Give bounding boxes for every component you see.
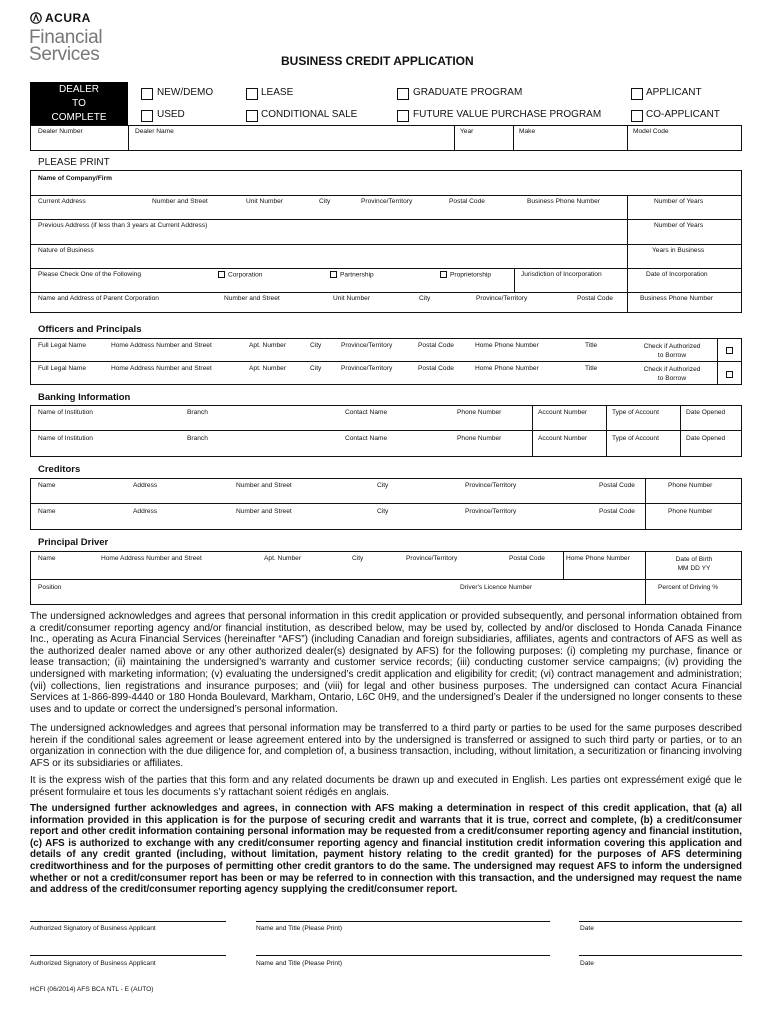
date-line-2[interactable] <box>579 955 742 956</box>
dealer-to-complete-box <box>30 82 128 125</box>
acura-logo-icon <box>30 12 42 24</box>
signatory-label-2: Authorized Signatory of Business Applicant <box>30 960 156 967</box>
co-applicant-label: CO-APPLICANT <box>646 109 720 120</box>
creditor1-name-field[interactable]: Name <box>38 482 56 489</box>
lease-label: LEASE <box>261 87 294 98</box>
officer2-name-field[interactable]: Full Legal Name <box>38 365 87 372</box>
bank2-branch-label: Branch <box>187 435 208 442</box>
officer2-title-label: Title <box>585 365 598 372</box>
new-demo-label: NEW/DEMO <box>157 87 214 98</box>
parent-city-label: City <box>419 295 431 302</box>
proprietorship-option[interactable] <box>440 271 491 278</box>
bank1-phone-label: Phone Number <box>457 409 502 416</box>
acura-logo <box>30 11 91 25</box>
creditor1-phone-field[interactable]: Phone Number <box>668 482 713 489</box>
current-address-label[interactable]: Current Address <box>38 198 86 205</box>
driver-licence-field[interactable]: Driver's Licence Number <box>460 584 532 591</box>
corporation-checkbox[interactable] <box>218 271 225 278</box>
number-of-years-field[interactable]: Number of Years <box>654 198 704 205</box>
corporation-option[interactable] <box>218 271 262 278</box>
model-code-field[interactable]: Model Code <box>633 128 669 135</box>
officer1-city-label: City <box>310 342 322 349</box>
creditor2-city-label: City <box>377 508 389 515</box>
date-label-2: Date <box>580 960 594 967</box>
officer2-province-label: Province/Territory <box>341 365 393 372</box>
name-title-line-1[interactable] <box>256 921 550 922</box>
parent-business-phone-field[interactable]: Business Phone Number <box>640 295 713 302</box>
wordmark-line1: Financial <box>29 27 103 48</box>
officer1-province-label: Province/Territory <box>341 342 393 349</box>
officer2-apt-label: Apt. Number <box>249 365 287 372</box>
date-line-1[interactable] <box>579 921 742 922</box>
jurisdiction-field[interactable]: Jurisdiction of Incorporation <box>521 271 602 278</box>
officer1-authorized-line2: to Borrow <box>657 352 687 359</box>
previous-address-field[interactable]: Previous Address (if less than 3 years at Current Address) <box>38 222 208 229</box>
province-label: Province/Territory <box>361 198 413 205</box>
bank1-account-type-field[interactable]: Type of Account <box>612 409 659 416</box>
officer2-phone-label: Home Phone Number <box>475 365 539 372</box>
co-applicant-checkbox[interactable] <box>631 110 643 122</box>
driver-position-field[interactable]: Position <box>38 584 62 591</box>
wordmark-line2: Services <box>29 44 100 65</box>
creditor2-name-field[interactable]: Name <box>38 508 56 515</box>
signature-line-2[interactable] <box>30 955 226 956</box>
postal-code-label: Postal Code <box>449 198 485 205</box>
driver-name-field[interactable]: Name <box>38 555 56 562</box>
business-phone-label: Business Phone Number <box>527 198 600 205</box>
officer1-title-label: Title <box>585 342 598 349</box>
driver-dob-field[interactable] <box>646 555 742 573</box>
creditor1-street-label: Number and Street <box>236 482 292 489</box>
officer2-authorized-line1: Check if Authorized <box>643 366 701 373</box>
dealer-box-line3: COMPLETE <box>51 112 107 123</box>
officer2-authorized-checkbox[interactable] <box>726 371 733 378</box>
signature-line-1[interactable] <box>30 921 226 922</box>
officer1-postal-label: Postal Code <box>418 342 454 349</box>
creditors-heading: Creditors <box>38 464 81 475</box>
used-label: USED <box>157 109 185 120</box>
year-field[interactable]: Year <box>460 128 474 135</box>
financial-services-wordmark <box>29 29 102 63</box>
creditor2-phone-field[interactable]: Phone Number <box>668 508 713 515</box>
creditor2-street-label: Number and Street <box>236 508 292 515</box>
bank2-account-number-field[interactable]: Account Number <box>538 435 588 442</box>
lease-checkbox[interactable] <box>246 88 258 100</box>
applicant-label: APPLICANT <box>646 87 702 98</box>
driver-city-label: City <box>352 555 364 562</box>
future-value-label: FUTURE VALUE PURCHASE PROGRAM <box>413 109 602 120</box>
parent-postal-label: Postal Code <box>577 295 613 302</box>
name-title-label-1: Name and Title (Please Print) <box>256 925 343 932</box>
officer1-phone-label: Home Phone Number <box>475 342 539 349</box>
parent-corporation-field[interactable]: Name and Address of Parent Corporation <box>38 295 159 302</box>
bank2-phone-label: Phone Number <box>457 435 502 442</box>
driver-apt-label: Apt. Number <box>264 555 302 562</box>
transfer-consent-paragraph: The undersigned acknowledges and agrees that personal information may be transferred to a third party or parties to be used for the same purposes described herein if the conditional sales agreement or lease agreement entered into by the undersigned is transferred or assigned to such third party or parties, or to an organization in connection with the due diligence for, and completion of, a business transaction, including, without limitation, a securitization or financing involving AFS or its subsidiaries or affiliates. <box>30 723 742 769</box>
make-field[interactable]: Make <box>519 128 536 135</box>
officer2-authorized-line2: to Borrow <box>657 375 687 382</box>
driver-postal-label: Postal Code <box>509 555 545 562</box>
please-print-label: PLEASE PRINT <box>38 157 110 168</box>
creditor1-postal-label: Postal Code <box>599 482 635 489</box>
parent-unit-number-label: Unit Number <box>333 295 371 302</box>
parent-province-label: Province/Territory <box>476 295 528 302</box>
form-title: BUSINESS CREDIT APPLICATION <box>281 54 474 68</box>
officer1-authorized-line1: Check if Authorized <box>643 343 701 350</box>
creditor2-address-label: Address <box>133 508 158 515</box>
credit-authorization-paragraph: The undersigned further acknowledges and agrees, in connection with AFS making a determination in respect of this credit application, that (a) all information provided in this application is for the purpose of securing credit and warrants that it is true, correct and complete, (b) a credit/consumer report and other credit information containing personal information may be requested from a credit/consumer reporting agency and financial institution, (c) AFS is authorized to exchange with any credit/consumer reporting agency and financial institution credit information covering this application and details of any credit granted (including, without limitation, payment history relating to the credit granted) for the purposes of AFS determining creditworthiness and for the purposes of permitting other credit grantors to do the same. The undersigned may request AFS to inform the undersigned whether or not a credit/consumer report has been or may be referred to in connection with this transaction, and the undersigned may request the name and address of the credit/consumer reporting agency supplying the credit/consumer report. <box>30 803 742 896</box>
banking-heading: Banking Information <box>38 392 131 403</box>
previous-years-field[interactable]: Number of Years <box>654 222 704 229</box>
check-one-label: Please Check One of the Following <box>38 271 141 278</box>
officer2-city-label: City <box>310 365 322 372</box>
partnership-option[interactable] <box>330 271 374 278</box>
graduate-program-label: GRADUATE PROGRAM <box>413 87 523 98</box>
proprietorship-checkbox[interactable] <box>440 271 447 278</box>
new-demo-checkbox[interactable] <box>141 88 153 100</box>
nature-of-business-field[interactable]: Nature of Business <box>38 247 94 254</box>
bank2-institution-field[interactable]: Name of Institution <box>38 435 93 442</box>
officer1-apt-label: Apt. Number <box>249 342 287 349</box>
used-checkbox[interactable] <box>141 110 153 122</box>
officer1-authorized-label <box>628 342 716 360</box>
privacy-consent-paragraph: The undersigned acknowledges and agrees that personal information in this credit application or provided subsequently, and personal information obtained from a credit/consumer reporting agency and/or financial institution, as described below, may be used by, collected by and/or disclosed to Honda Canada Finance Inc., operating as Acura Financial Services (hereinafter “AFS”) (including Canadian and foreign subsidiaries, affiliates, agents and contractors of AFS as well as the authorized dealer named above or any other authorized dealer(s) designated by AFS) for the following purposes: (i) completing my purchase, finance or lease transaction; (ii) maintaining the undersigned’s warranty and customer service records; (iii) conducting customer service campaigns; (iv) providing the undersigned with marketing information; (v) evaluating the undersigned’s credit application and eligibility for credit; (vi) contract management and administration; (vii) collections, lien registrations and insurance purposes; and (viii) for legal and other business purposes. The undersigned can contact Acura Financial Services at 1-866-899-4440 or 180 Honda Boulevard, Markham, Ontario, L6C 0H9, and the undersigned’s Dealer if the undersigned no longer consents to these uses and to update or correct the undersigned’s personal information. <box>30 611 742 715</box>
bank1-date-opened-field[interactable]: Date Opened <box>686 409 726 416</box>
partnership-checkbox[interactable] <box>330 271 337 278</box>
officer1-name-field[interactable]: Full Legal Name <box>38 342 87 349</box>
future-value-checkbox[interactable] <box>397 110 409 122</box>
dealer-box-line2: TO <box>72 98 86 109</box>
years-in-business-field[interactable]: Years in Business <box>652 247 705 254</box>
officer1-address-label: Home Address Number and Street <box>111 342 212 349</box>
bank2-account-type-field[interactable]: Type of Account <box>612 435 659 442</box>
bank1-contact-label: Contact Name <box>345 409 388 416</box>
partnership-label: Partnership <box>340 271 374 279</box>
driver-dob-format: MM DD YY <box>677 565 711 572</box>
creditor2-postal-label: Postal Code <box>599 508 635 515</box>
conditional-sale-label: CONDITIONAL SALE <box>261 109 358 120</box>
driver-address-label: Home Address Number and Street <box>101 555 202 562</box>
form-code-footer: HCFI (06/2014) AFS BCA NTL - E (AUTO) <box>30 986 154 993</box>
creditor1-city-label: City <box>377 482 389 489</box>
officer1-authorized-checkbox[interactable] <box>726 347 733 354</box>
driver-percent-field[interactable]: Percent of Driving % <box>658 584 719 591</box>
driver-dob-label: Date of Birth <box>675 556 713 563</box>
bank2-contact-label: Contact Name <box>345 435 388 442</box>
applicant-checkbox[interactable] <box>631 88 643 100</box>
dealer-box-line1: DEALER <box>58 84 99 95</box>
principal-driver-heading: Principal Driver <box>38 537 109 548</box>
language-clause-paragraph: It is the express wish of the parties that this form and any related documents be drawn up and executed in English. Les parties ont expressément exigé que le présent formulaire et tous les documents s’y rattachant soient rédigés en anglais. <box>30 775 742 798</box>
date-of-incorporation-field[interactable]: Date of Incorporation <box>646 271 708 278</box>
name-title-label-2: Name and Title (Please Print) <box>256 960 343 967</box>
company-name-field[interactable]: Name of Company/Firm <box>38 175 113 182</box>
dealer-name-field[interactable]: Dealer Name <box>135 128 174 135</box>
signatory-label-1: Authorized Signatory of Business Applicant <box>30 925 156 932</box>
number-street-label: Number and Street <box>152 198 208 205</box>
officers-heading: Officers and Principals <box>38 324 142 335</box>
city-label: City <box>319 198 331 205</box>
driver-phone-field[interactable]: Home Phone Number <box>566 555 630 562</box>
parent-number-street-label: Number and Street <box>224 295 280 302</box>
creditor1-province-label: Province/Territory <box>465 482 517 489</box>
officer2-address-label: Home Address Number and Street <box>111 365 212 372</box>
unit-number-label: Unit Number <box>246 198 284 205</box>
brand-name: ACURA <box>45 11 91 25</box>
bank2-date-opened-field[interactable]: Date Opened <box>686 435 726 442</box>
name-title-line-2[interactable] <box>256 955 550 956</box>
bank1-account-number-field[interactable]: Account Number <box>538 409 588 416</box>
officer2-postal-label: Postal Code <box>418 365 454 372</box>
officer2-authorized-label <box>628 365 716 383</box>
dealer-number-field[interactable]: Dealer Number <box>38 128 83 135</box>
bank1-institution-field[interactable]: Name of Institution <box>38 409 93 416</box>
conditional-sale-checkbox[interactable] <box>246 110 258 122</box>
creditor2-province-label: Province/Territory <box>465 508 517 515</box>
bank1-branch-label: Branch <box>187 409 208 416</box>
corporation-label: Corporation <box>228 271 263 279</box>
proprietorship-label: Proprietorship <box>450 271 492 279</box>
driver-province-label: Province/Territory <box>406 555 458 562</box>
graduate-program-checkbox[interactable] <box>397 88 409 100</box>
creditor1-address-label: Address <box>133 482 158 489</box>
date-label-1: Date <box>580 925 594 932</box>
